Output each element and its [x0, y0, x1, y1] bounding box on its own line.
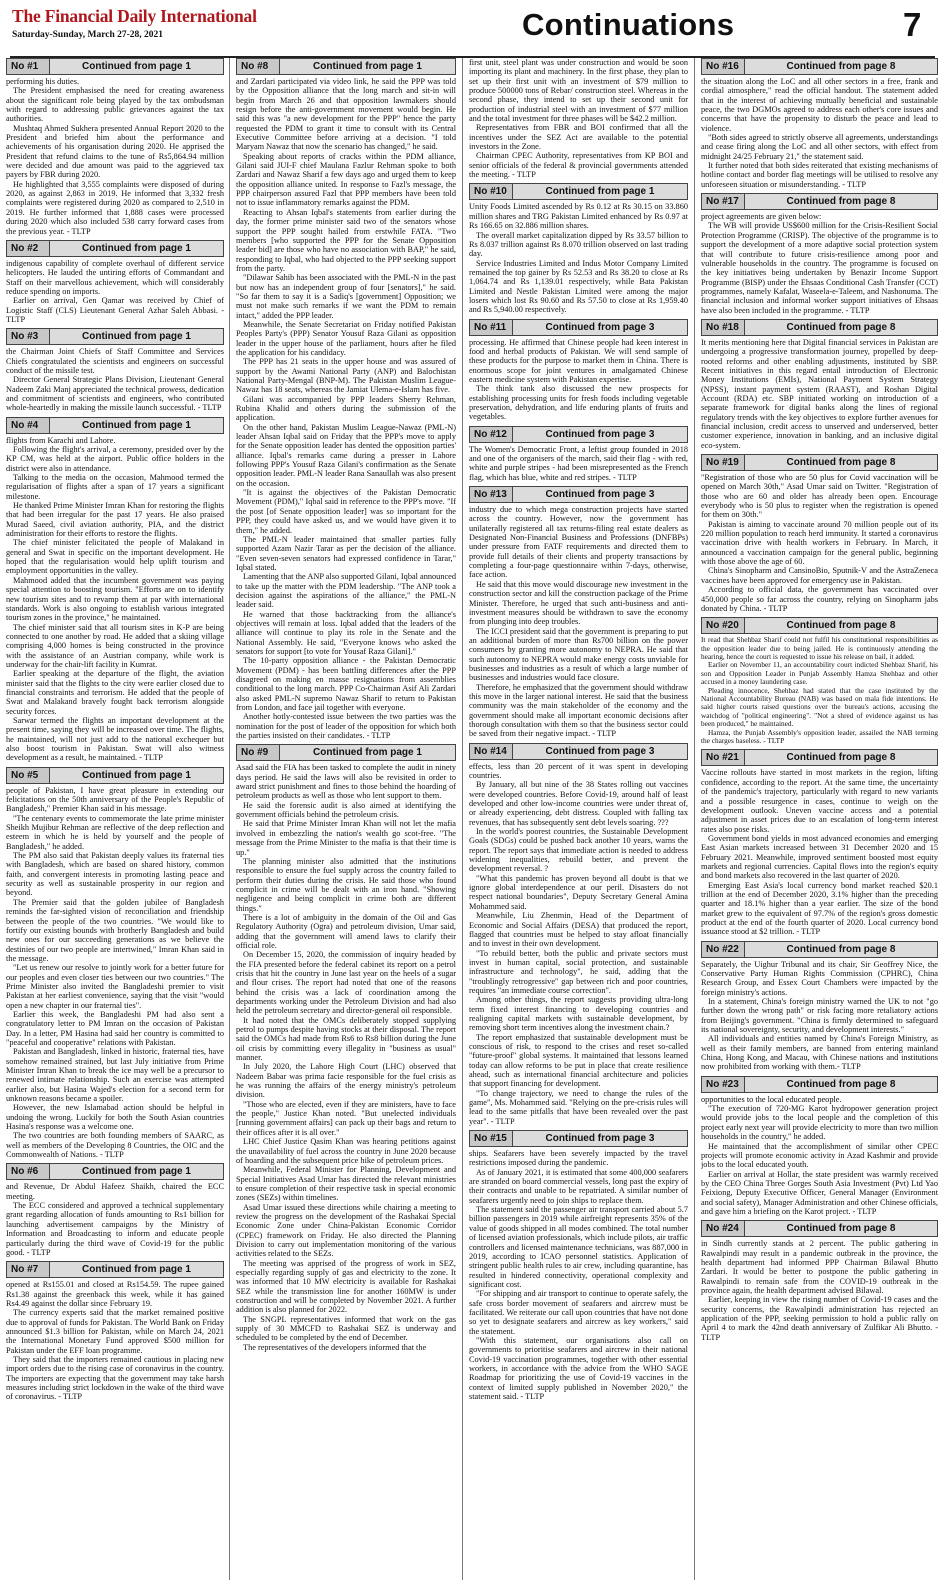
article-number: No #13: [470, 487, 513, 502]
article-paragraph: Earlier speaking at the departure of the flight, the aviation minister said that the flights to the city were earlier closed due to financial constraints and terrorism. He added that the people of Swat and Malakand bravely fought back terrorism alongside security forces.: [6, 669, 224, 716]
column-2: [236, 58, 456, 1580]
article-kicker: [701, 617, 938, 634]
article-kicker: [6, 240, 224, 257]
article-kicker: [236, 58, 456, 75]
article-number: No #2: [7, 241, 50, 256]
article-paragraph: It had noted that the OMCs deliberately stopped supplying petrol to pumps despite having stocks at their disposal. The report said the OMCs had made from Rs6 to Rs8 billion during the June oil crisis by committing every illegality in "business as usual" manner.: [236, 1015, 456, 1063]
article-paragraph: It further noted that both sides reiterated that existing mechanisms of hotline contact and border flag meetings will be utilised to resolve any unforeseen situation or misunderstanding. - TLTP: [701, 161, 938, 189]
article-kicker: [701, 749, 938, 766]
article-paragraph: "With this statement, our organisations also call on governments to prioritise seafarers and aircrew in their national Covid-19 vaccination programmes, together with other essential workers, in accordance with the advice from the WHO SAGE Roadmap for prioritizing the use of Covid-19 vaccines in the context of limited supply published in November 2020," the statement said. - TLTP: [469, 1335, 688, 1401]
continuation-article: [236, 58, 456, 740]
article-heading: Continued from page 1: [82, 61, 191, 72]
article-paragraph: As of January 2021, it is estimated that some 400,000 seafarers are stranded on board commercial vessels, long past the expiry of their contracts and unable to be repatriated. A similar number of seafarers urgently need to join ships to replace them.: [469, 1167, 688, 1205]
article-paragraph: processing. He affirmed that Chinese people had keen interest in food and herbal products of Pakistan. We will send sample of these products for the purpose to market them in China. There is enormous scope for joint ventures in amalgamated Chinese eastern medicine system with Pakistan expertise.: [469, 337, 688, 384]
article-number: No #14: [470, 744, 513, 759]
article-number: No #7: [7, 1262, 50, 1277]
column-divider: [462, 58, 463, 1580]
article-paragraph: indigenous capability of complete overhaul of different service helicopters. He lauded the untiring efforts of Commandant and Staff on their marvellous achievement, which will considerably reduce spending on imports.: [6, 258, 224, 296]
article-number: No #12: [470, 427, 513, 442]
article-paragraph: The chief minister felicitated the people of Malakand in general and Swat in specific on the important development. He hoped that the regularisation would help uplift tourism and employment opportunities in the valley.: [6, 538, 224, 576]
article-number: No #1: [7, 59, 50, 74]
continuation-article: [701, 1076, 938, 1216]
article-body: [469, 58, 688, 179]
continuation-article: [701, 1220, 938, 1342]
continuation-article: [6, 240, 224, 324]
article-paragraph: ships. Seafarers have been severely impacted by the travel restrictions imposed during the pandemic.: [469, 1149, 688, 1168]
article-heading: Continued from page 3: [545, 428, 655, 440]
article-kicker: [469, 1130, 688, 1147]
column-4: [701, 58, 938, 1580]
article-body: [6, 786, 224, 1160]
article-paragraph: "The execution of 720-MG Karot hydropower generation project would provide jobs to the local people and the completion of this project early next year will provide electricity to more than two million households in the country," he added.: [701, 1104, 938, 1142]
continuation-article: [469, 1130, 688, 1401]
article-paragraph: The Women's Democratic Front, a leftist group founded in 2018 and one of the organisers of the march, said their flag - with red, white and purple stripes - had been misrepresented as the French flag, which has blue, white and red stripes. - TLTP: [469, 444, 688, 482]
article-body: [701, 960, 938, 1072]
article-paragraph: Mushtaq Ahmed Sukhera presented Annual Report 2020 to the President and briefed him about the performance and achievements of his organisation during 2020. He apprised the President that refund claims to the tune of Rs5,864.94 million were decided and due amount was paid to the aggrieved tax payers by FBR during 2020.: [6, 123, 224, 180]
article-paragraph: Government bond yields in most advanced economies and emerging East Asian markets increased between 31 December 2020 and 15 February 2021. Meanwhile, improved sentiment boosted most equity markets and regional currencies. Capital flows into the region's equity and bond markets also recovered in the last quarter of 2020.: [701, 833, 938, 881]
continuation-article: [469, 743, 688, 1126]
article-paragraph: In July 2020, the Lahore High Court (LHC) observed that Nadeem Babar was prima facie responsible for the fuel crisis as he was running the affairs of the energy ministry's petroleum division.: [236, 1062, 456, 1100]
article-paragraph: LHC Chief Justice Qasim Khan was hearing petitions against the unavailability of fuel across the country in June 2020 because of hoarding and the subsequent price hike of petroleum prices.: [236, 1137, 456, 1165]
article-paragraph: "Dilawar Sahib has been associated with the PML-N in the past but now has an independent group of four [senators]," he said. "So far them to say it is a Sadiq's [government] Opposition; we must not make such remarks if we want the PDM to remain intact," added the PPP leader.: [236, 273, 456, 320]
article-paragraph: The two countries are both founding members of SAARC, as well as members of the Developing 8 Countries, the OIC and the Commonwealth of Nations. - TLTP: [6, 1131, 224, 1160]
article-heading: Continued from page 1: [82, 1166, 191, 1178]
article-paragraph: Vaccine rollouts have started in most markets in the region, lifting confidence, according to the report. At the same time, the uncertainty of the pandemic's trajectory, particularly with regard to new variants and a possible resurgence in cases, continue to weigh on the development outlook. Uneven vaccine access and a potential adjustment in asset prices due to an escalation of long-term interest rates also pose risks.: [701, 768, 938, 834]
article-paragraph: "To rebuild better, both the public and private sectors must invest in human capital, social protection, and sustainable infrastructure and technology", he said, adding that the "troublingly retrogressive" gap between rich and poor countries, requires "an immediate course correction".: [469, 948, 688, 995]
article-kicker: [701, 193, 938, 210]
article-heading: Continued from page 8: [786, 321, 896, 333]
article-heading: Continued from page 8: [786, 943, 896, 955]
continuation-article: [469, 183, 688, 314]
article-paragraph: Hamza, the Punjab Assembly's opposition leader, assailed the NAB terming the charges baseless. - TLTP: [701, 727, 938, 746]
article-paragraph: "The centenary events to commemorate the late prime minister Sheikh Mujibur Rehman are reflective of the deep reflection and esteem in which he is held by yourself and the people of Bangladesh," he added.: [6, 813, 224, 851]
article-paragraph: "It is against the objectives of the Pakistan Democratic Movement (PDM)," Iqbal said in reference to the PPP's move. "If the post [of Senate opposition leader] was so important for the PPP, they could have asked us, and we would have given it to them," he added.: [236, 488, 456, 535]
article-paragraph: opened at Rs155.01 and closed at Rs154.59. The rupee gained Rs1.38 against the greenback this week, while it has gained Rs4.49 against the dollar since February 19.: [6, 1280, 224, 1308]
continuation-article: [469, 426, 688, 482]
article-paragraph: He said that this move would discourage new investment in the construction sector and kill the construction package of the Prime Minister. Therefore, he urged that such anti-business and anti-investment measures should be withdrawn to save the economy from plunging into deep troubles.: [469, 579, 688, 627]
article-number: No #15: [470, 1131, 513, 1146]
article-paragraph: The PPP has 21 seats in the upper house and was assured of support by the Awami National Party (ANP) and Balochistan National Party-Mengal (BNP-M). The Pakistan Muslim League-Nawaz has 18 seats, whereas the Jamiat Ulema-e-Islam has five.: [236, 357, 456, 395]
article-number: No #3: [7, 329, 50, 344]
article-paragraph: Meanwhile, Liu Zhenmin, Head of the Department of Economic and Social Affairs (DESA) that produced the report, flagged that countries must be helped to stay afloat financially and to invest in their own development.: [469, 911, 688, 949]
article-kicker: [701, 454, 938, 471]
article-paragraph: The PM also said that Pakistan deeply values its fraternal ties with Bangladesh, which are based on shared history, common faith, and convergent interests in promoting lasting peace and security as well as sustainable prosperity in our region and beyond.: [6, 851, 224, 898]
article-paragraph: He highlighted that 3,555 complaints were disposed of during 2020, as against 2,863 in 2019. He informed that 3,332 fresh complaints were registered during 2020 as compared to 2,510 in 2019. He further informed that 1,888 cases were processed during 2020 which also included 538 carry forward cases from the previous year. - TLTP: [6, 179, 224, 236]
article-kicker: [6, 1261, 224, 1278]
article-paragraph: opportunities to the local educated people.: [701, 1094, 842, 1104]
article-heading: Continued from page 3: [545, 745, 655, 757]
article-paragraph: Speaking about reports of cracks within the PDM alliance, Gilani said JUI-F chief Maulana Fazlur Rehman spoke to both Zardari and Nawaz Sharif a few days ago and urged them to keep the opposition alliance united. In response to Fazl's message, the PPP chairperson assured Fazl that PPP members have been told not to issue inflammatory remarks against the PDM.: [236, 151, 456, 208]
article-paragraph: He warned that those backtracking from the alliance's objectives will remain at loss. Iqbal added that the leaders of the alliance will continue to play its role in the Senate and the National Assembly. He said, "Everyone knows who asked the senators for support [to vote for Yousaf Raza Gilani].": [236, 609, 456, 656]
continuation-article: [701, 193, 938, 315]
column-divider: [229, 58, 230, 1580]
article-kicker: [701, 58, 938, 75]
article-paragraph: Earlier on November 11, an accountability court indicted Shehbaz Sharif, his son and Opposition Leader in Punjab Assembly Hamza Shehbaz and other accused in a money laundering case.: [701, 660, 938, 687]
article-paragraph: It merits mentioning here that Digital financial services in Pakistan are undergoing a progressive transformation journey, propelled by deep-rooted reforms and other enabling adjustments, instituted by SBP. Recent initiatives in this regard entail introduction of Electronic Money Institutions (EMIs), National Payment System Strategy (NPSS), instant payment system (RAAST), and Roshan Digital Account (RDA) etc. SBP initiated working on introduction of a separate framework for digital banks along the lines of regional regulatory trends with the key objectives to explore further avenues for financial inclusion, credit access to unserved and underserved, better customer experience, innovation in banking, and an inclusive digital eco-system.: [701, 337, 938, 450]
article-body: [6, 1182, 224, 1257]
continuation-article: [6, 1261, 224, 1401]
article-paragraph: In the world's poorest countries, the Sustainable Development Goals (SDGs) could be pushed back another 10 years, warns the report. The report says that immediate action is needed to address widening inequalities, rebuild better, and prevent the development reversal. ?: [469, 827, 688, 874]
article-paragraph: Unity Foods Limited ascended by Rs 0.12 at Rs 30.15 on 33.860 million shares and TRG Pakistan Limited enhanced by Rs 0.97 at Rs 166.65 on 32.886 million shares.: [469, 202, 688, 231]
continuation-article: [469, 58, 688, 179]
continuation-article: [6, 767, 224, 1160]
article-paragraph: The representatives of the developers informed that the: [243, 1342, 427, 1352]
article-heading: Continued from page 3: [545, 1133, 655, 1145]
article-paragraph: He said the forensic audit is also aimed at identifying the government officials behind the petroleum crisis.: [236, 800, 456, 820]
article-number: No #18: [702, 320, 745, 335]
article-heading: Continued from page 8: [786, 1223, 896, 1235]
article-heading: Continued from page 3: [545, 321, 655, 333]
article-paragraph: Following the flight's arrival, a ceremony, presided over by the KP CM, was held at the airport. Public office holders in the district were also in attendance.: [6, 445, 224, 473]
article-paragraph: Therefore, he emphasized that the government should withdraw this move in the larger national interest. He said that the business community was the main stakeholder of the economy and the government should make all important economic decisions after thorough consultation with them so that the business sector could be saved from their negative impact. - TLTP: [469, 682, 688, 739]
column-1: [6, 58, 224, 1580]
article-heading: Continued from page 1: [313, 61, 422, 72]
article-number: No #5: [7, 768, 50, 783]
article-paragraph: the situation along the LoC and all other sectors in a free, frank and cordial atmosphere," read the official handout. The statement added that in the interest of achieving mutually beneficial and sustainable peace, the two DGMOs agreed to address each other's core issues and concerns that have the propensity to disturb the peace and lead to violence.: [701, 77, 938, 133]
article-heading: Continued from page 3: [545, 489, 655, 501]
article-paragraph: Sarwar termed the flights an important development at the present time, saying they will be increased over time. The flights, he maintained, will not just add to the national exchequer but also boost tourism in Pakistan. Swat will also witness development as a result, he maintained. - TLTP: [6, 715, 224, 763]
article-body: [6, 77, 224, 236]
article-heading: Continued from page 1: [82, 769, 191, 781]
continuation-article: [6, 58, 224, 236]
continuation-article: [701, 617, 938, 745]
article-paragraph: The think tank also discussed the new prospects for establishing processing units for fresh foods including vegetable preservation, dehydration, and life enduring plants of fruits and vegetables.: [469, 384, 688, 422]
continuation-article: [6, 417, 224, 763]
article-kicker: [469, 743, 688, 760]
article-paragraph: performing his duties.: [6, 77, 80, 86]
article-paragraph: It read that Shehbaz Sharif could not fulfil his constitutional responsibilities as the opposition leader due to being jailed. He is continuously attending the hearing, hence the court is requested to issue his release on bail, it added.: [701, 635, 938, 661]
article-paragraph: The currency experts said that the market remained positive due to approval of funds for Pakistan. The World Bank on Friday announced $1.3 billion for Pakistan, while on March 24, 2021 the International Monetary Fund approved $500 million for Pakistan under the EFF loan programme.: [6, 1308, 224, 1355]
article-body: [701, 338, 938, 450]
article-paragraph: Pleading innocence, Shehbaz had stated that the case instituted by the National Accountability Bureau (NAB) was based on mala fide intentions. He said higher courts raised questions over the bureau's actions, accusing the watchdog of "political engineering". "Not a shred of evidence against us has been produced," he maintained.: [701, 685, 938, 729]
article-number: No #6: [7, 1164, 50, 1179]
article-number: No #21: [702, 750, 745, 765]
article-paragraph: Another hotly-contested issue between the two parties was the nomination for the post of leader of the opposition for which both the parties insisted on their candidates. - TLTP: [236, 712, 456, 741]
article-paragraph: Meanwhile, Federal Minister for Planning, Development and Special Initiatives Asad Umar has directed the relevant ministries to ensure completion of their respective task in special economic zones (SEZs) within timelines.: [236, 1165, 456, 1203]
article-heading: Continued from page 1: [313, 747, 422, 759]
article-number: No #23: [702, 1077, 745, 1092]
article-paragraph: "For shipping and air transport to continue to operate safely, the safe cross border movement of seafarers and aircrew must be facilitated. We reiterate our call upon countries that have not done so yet to designate seafarers and aircrew as key workers," said the statement.: [469, 1289, 688, 1336]
article-paragraph: the Chairman Joint Chiefs of Staff Committee and Services Chiefs congratulated the scientists and engineers on successful conduct of the missile test.: [6, 347, 224, 375]
continuation-article: [701, 749, 938, 936]
article-paragraph: By January, all but nine of the 38 States rolling out vaccines were developed countries. Before Covid-19, around half of least developed and other low-income countries were under threat of, or already experiencing, debt distress. Coupled with falling tax revenues, that has subsequently sent debt levels soaring. ???: [469, 780, 688, 827]
article-paragraph: and Zardari participated via video link, he said the PPP was told by the Opposition alliance that the long march and sit-in will begin from March 26 and that opposition lawmakers should resign before the anti-government movement would begin. He said this was "a new development for the PPP" hence the party requested the PDM to grant it time to consult with its Central Executive Committee before arriving at a decision. "I told Maryam Nawaz that now the scenario has changed," he said.: [236, 77, 456, 152]
continuation-article: [701, 58, 938, 189]
article-paragraph: The 10-party opposition alliance - the Pakistan Democratic Movement (PDM) - has been battling differences after the PPP disagreed on making en masse resignations from assemblies conditional to the long march. PPP Co-Chairman Asif Ali Zardari also asked PML-N supremo Nawaz Sharif to return to Pakistan from London, and face jail together with everyone.: [236, 656, 456, 713]
continuation-article: [236, 744, 456, 1352]
article-heading: Continued from page 8: [786, 457, 896, 469]
article-paragraph: industry due to which mega construction projects have started across the country. However, now the government has unilaterally registered all tax returns-filing real estate dealers as Designated Non-Financial Business and Professions (DNFBPs) under pressure from FATF requirements and directed them to provide full details of their clients and property transactions by completing a four-page questionnaire within 7-days, otherwise, face action.: [469, 505, 688, 580]
article-paragraph: Pakistan and Bangladesh, linked in historic, fraternal ties, have somehow remained strained, but last July initiative from Prime Minister Imran Khan to break the ice may well be a precursor to renewed intimate relationship. Such an exercise was attempted earlier also, but Hasina Wajed's election for a second term for unknown reasons became a spoiler.: [6, 1047, 224, 1104]
article-paragraph: first unit, steel plant was under construction and would be soon importing its plant and machinery. In the first phase, they plan to set up their first unit with an investment of $79 million to produce 500000 tons of Rebar/ construction steel. Whereas in the second phase, they intend to set up their second unit for production of industrial steel with an investment of $77 million and the total investment for three phases will be $42.2 million.: [469, 58, 688, 124]
article-paragraph: He maintained that the accomplishment of similar other CPEC projects will promote economic activity in Azad Kashmir and provide jobs to the local educated youth.: [701, 1141, 938, 1170]
article-paragraph: The ICCI president said that the government is preparing to put an additional burden of more than Rs700 billion on the power consumers by granting more autonomy to NEPRA. He said that such autonomy to NEPRA would make energy costs unviable for businesses and industries as a result of which a large number of businesses and industries would face closure.: [469, 626, 688, 683]
article-body: [236, 77, 456, 740]
article-number: No #8: [237, 59, 280, 74]
article-paragraph: However, the new Islamabad action should be helpful in undoing the wrong. Luckily for both the South Asian countries Hasina's response was a welcome one.: [6, 1103, 224, 1132]
newspaper-name: The Financial Daily International: [12, 6, 257, 26]
article-body: [469, 202, 688, 314]
article-body: [469, 1149, 688, 1401]
article-kicker: [469, 183, 688, 200]
section-title: Continuations: [522, 7, 735, 42]
article-paragraph: The WB will provide US$600 million for the Crisis-Resilient Social Protection Programme (CRISP). The objective of the programme is to support the development of a more adaptive social protection system that will contribute to future crisis-resilience among poor and vulnerable households in the country. The programme is focused on the key initiatives being undertaken by Benazir Income Support Programme (BISP) under the Ehsaas Conditional Cash Transfer (CCT) programmes, namely Kafalat, Waseela-e-Taleem, and Nashonuma. The financial inclusion and informal worker support initiatives of Ehsaas have also been included in the programme. - TLTP: [701, 221, 938, 315]
article-paragraph: Earlier this week, the Bangladeshi PM had also sent a congratulatory letter to PM Imran on the occasion of Pakistan Day. In a letter, PM Hasina had said her country is committed to "peaceful and cooperative" relations with Pakistan.: [6, 1009, 224, 1047]
article-paragraph: Earlier on arrival, Gen Qamar was received by Chief of Logistic Staff (CLS) Lieutenant General Azhar Saleh Abbasi. - TLTP: [6, 296, 224, 324]
continuation-article: [701, 941, 938, 1072]
article-paragraph: effects, less than 20 percent of it was spent in developing countries.: [469, 761, 688, 780]
article-body: [701, 212, 938, 315]
article-heading: Continued from page 8: [786, 1078, 896, 1090]
article-kicker: [701, 1076, 938, 1093]
article-kicker: [469, 319, 688, 336]
article-heading: Continued from page 1: [82, 1264, 191, 1276]
article-paragraph: Asad said the FIA has been tasked to complete the audit in ninety days period. He said the laws will also be revisited in order to award strict punishment and fines to those behind the hoarding of petroleum products as well as those who lent support to them.: [236, 763, 456, 801]
article-paragraph: He thanked Prime Minister Imran Khan for restoring the flights that had been irregular for the past 17 years. He also praised Murad Saeed, civil aviation authority, PIA, and the district administration for their efforts to restore the flights.: [6, 501, 224, 539]
article-heading: Continued from page 8: [786, 61, 896, 72]
article-heading: Continued from page 1: [82, 331, 191, 343]
article-heading: Continued from page 8: [786, 620, 896, 632]
article-number: No #19: [702, 455, 745, 470]
article-body: [701, 77, 938, 189]
article-number: No #22: [702, 942, 745, 957]
article-paragraph: Emerging East Asia's local currency bond market reached $20.1 trillion at the end of December 2020, 3.1% higher than the preceding quarter and 18.1% higher than a year earlier. The size of the bond market grew to the equivalent of 97.7% of the region's gross domestic product at the end of the fourth quarter of 2020. Local currency bond issuance stood at $2 trillion. - TLTP: [701, 880, 938, 937]
article-paragraph: In a statement, China's foreign ministry warned the UK to not "go further down the wrong path" or risk facing more retaliatory actions from Beijing's government. "China is firmly determined to safeguard its national sovereignty, security, and development interests.": [701, 997, 938, 1035]
article-kicker: [701, 941, 938, 958]
article-kicker: [6, 767, 224, 784]
article-heading: Continued from page 8: [786, 752, 896, 764]
column-divider: [694, 58, 695, 1580]
column-3: [469, 58, 688, 1580]
edition-date: Saturday-Sunday, March 27-28, 2021: [12, 30, 164, 40]
article-paragraph: Earlier on arrival at Hollar, the state president was warmly received by the CEO China Three Gorges South Asia Investment (Pvt) Ltd Yao Feixiong, Deputy Executive Officer, General Manager (Environment and social safety), Manager Administration and other Chinese officials, and gave him a briefing on the Karot project. - TLTP: [701, 1169, 938, 1216]
article-body: [469, 505, 688, 739]
article-paragraph: Separately, the Uighur Tribunal and its chair, Sir Geoffrey Nice, the Conservative Party Human Rights Commission (CPHRC), China Research Group, and Essex Court Chambers were impacted by the foreign ministry's actions.: [701, 959, 938, 997]
article-number: No #20: [702, 618, 745, 633]
article-paragraph: The meeting was apprised of the progress of work in SEZ, especially regarding supply of gas and electricity to the zone. It was informed that 10 MW electricity is available for Rashakai SEZ while the transmission line for another 160MW is under construction and will be completed by November 2021. A further addition is also planned for 2022.: [236, 1258, 456, 1315]
article-paragraph: The overall market capitalization dipped by Rs 33.57 billion to Rs 8.037 trillion against Rs 8.070 trillion observed on last trading day.: [469, 230, 688, 259]
article-paragraph: Gilani was accompanied by PPP leaders Sherry Rehman, Rubina Khalid and others during the submission of the application.: [236, 394, 456, 423]
continuation-article: [6, 1163, 224, 1257]
article-paragraph: Reacting to Ahsan Iqbal's statements from earlier during the day, the former prime minister said two of the senators whose support the PPP sought hailed from erstwhile FATA. "Two members [who supported the PPP for the Senate Opposition leader bid] are those who have no association with BAP," he said, responding to Iqbal, who had objected to the PPP seeking support from the party.: [236, 207, 456, 273]
article-kicker: [6, 328, 224, 345]
page-number: 7: [903, 6, 922, 43]
article-paragraph: On the other hand, Pakistan Muslim League-Nawaz (PML-N) leader Ahsan Iqbal said on Friday that the PPP's move to apply for the Senate opposition leader has dented the opposition parties' alliance. Iqbal's remarks came during a presser in Lahore following PPP's Yousuf Raza Gilani's confirmation as the Senate opposition leader. PML-N leader Rana Sanaullah was also present on the occasion.: [236, 422, 456, 488]
continuation-article: [469, 319, 688, 422]
article-body: [236, 763, 456, 1352]
article-body: [6, 436, 224, 763]
article-kicker: [701, 1220, 938, 1237]
article-paragraph: "Let us renew our resolve to jointly work for a better future for our peoples and even closer ties between our two countries." The Prime Minister also invited the Bangladeshi premier to visit Pakistan at her earliest convenience, saying that the visit "would open a new chapter in our fraternal ties".: [6, 963, 224, 1010]
article-kicker: [6, 1163, 224, 1180]
article-body: [701, 1095, 938, 1216]
article-body: [701, 768, 938, 936]
article-paragraph: According to official data, the government has vaccinated over 450,000 people so far across the country, relying on Sinopharm jabs donated by China. - TLTP: [701, 585, 938, 613]
article-body: [6, 259, 224, 324]
article-number: No #4: [7, 418, 50, 433]
article-paragraph: in Sindh currently stands at 2 percent. The public gathering in Rawalpindi may result in a pandemic outbreak in the province, the health department had informed PPP Chairman Bilawal Bhutto Zardari. It would be better to postpone the public gathering in Rawalpindi to remain safe from the COVID-19 outbreak in the province again, the health department advised Bilawal.: [701, 1239, 938, 1295]
article-kicker: [701, 319, 938, 336]
article-number: No #10: [470, 184, 513, 199]
article-paragraph: The PML-N leader maintained that smaller parties fully supported Azam Nazir Tarar as per the decision of the alliance. "Even seven-seven senators had expressed confidence in Tarar," Iqbal stated.: [236, 534, 456, 572]
article-body: [701, 636, 938, 745]
article-paragraph: Lamenting that the ANP also supported Gilani, Iqbal announced to take up the matter with the PDM leadership. "The ANP took a decision against the aspirations of the alliance," the PML-N leader said.: [236, 572, 456, 610]
article-paragraph: There is a lot of ambiguity in the domain of the Oil and Gas Regulatory Authority (Ogra) and petroleum division, Umar said, adding that the government will amend laws to clarify their official role.: [236, 912, 456, 950]
article-body: [701, 473, 938, 613]
article-paragraph: The report emphasized that sustainable development must be conscious of risk, to respond to the crises and reset so-called "future-proof" global systems. It maintained that lessons learned today can allow reforms to be put in place that create resilience ahead, such as international financial architecture and policies that support financing for development.: [469, 1032, 688, 1089]
article-paragraph: flights from Karachi and Lahore.: [6, 435, 116, 445]
article-paragraph: He said that Prime Minister Imran Khan will not let the mafia involved in embezzling the nation's wealth go scot-free. "The message from the Prime Minister to the mafia is that their time is up.": [236, 819, 456, 857]
article-paragraph: On December 15, 2020, the commission of inquiry headed by the FIA presented before the federal cabinet its report on a petrol crisis that hit the country in June last year on the heels of a sugar and flour crises. The report had noted that one of the reasons behind the crisis was a lack of coordination among the departments working under the Petroleum Division and had also held the petroleum secretary and director-general oil responsible.: [236, 950, 456, 1016]
article-paragraph: The SNGPL representatives informed that work on the gas supply of 30 MMCFD to Rashakai SEZ is underway and scheduled to be completed by the end of December.: [236, 1314, 456, 1343]
article-paragraph: Meanwhile, the Senate Secretariat on Friday notified Pakistan Peoples Party's (PPP) Senator Yousuf Raza Gilani as opposition leader in the upper house of the parliament, hours after he filed the application for his candidacy.: [236, 319, 456, 357]
article-paragraph: Asad Umar issued these directions while chairing a meeting to review the progress on the development of the Rashakai Special Economic Zone under China-Pakistan Economic Corridor (CPEC) framework on Friday. He also directed the Planning Division to carry out implementation monitoring of the various activities related to the SEZs.: [236, 1202, 456, 1259]
article-body: [469, 762, 688, 1126]
continuation-article: [701, 319, 938, 450]
article-body: [469, 338, 688, 422]
article-number: No #17: [702, 194, 745, 209]
article-paragraph: The ECC considered and approved a technical supplementary grant regarding allocation of funds amounting to Rs1 billion for launching advertisement campaigns by the Ministry of Information and Broadcasting to inform and educate people particularly during the third wave of Covid-19 for the public good. - TLTP: [6, 1201, 224, 1257]
article-paragraph: people of Pakistan, I have great pleasure in extending our felicitations on the 50th anniversary of the People's Republic of Bangladesh," Premier Khan said in his message.: [6, 785, 224, 814]
article-kicker: [469, 486, 688, 503]
continuation-article: [701, 454, 938, 613]
article-heading: Continued from page 8: [786, 196, 896, 208]
article-heading: Continued from page 1: [82, 419, 191, 431]
article-paragraph: "To change trajectory, we need to change the rules of the game", Ms. Mohammed said. "Relying on the pre-crisis rules will lead to the same pitfalls that have been revealed over the past year". - TLTP: [469, 1088, 688, 1126]
article-paragraph: The Premier said that the golden jubilee of Bangladesh reminds the far-sighted vision of reconciliation and friendship between the people of the two countries. "We would like to fortify our existing bounds with brotherly Bangladesh and build new ones for our succeeding generations as we believe the destinies of our two people are intertwined," Imran Khan said in the message.: [6, 897, 224, 963]
continuation-article: [469, 486, 688, 739]
article-paragraph: Earlier, keeping in view the rising number of Covid-19 cases and the security concerns, the Rawalpindi administration has rejected an application of the PPP, seeking permission to hold a public rally on April 4 to mark the 42nd death anniversary of Zulfikar Ali Bhutto. - TLTP: [701, 1295, 938, 1342]
article-paragraph: The statement said the passenger air transport carried about 5.7 billion passengers in 2019 while airfreight represents 35% of the value of goods shipped in all modes combined. The total number of licensed aviation professionals, which include pilots, air traffic controllers and licensed maintenance technicians, was 887,000 in 2019, according to ICAO personnel statistics. Application of stringent public health rules to air crew, including quarantine, has resulted in hindered connectivity, operational complexity and significant cost.: [469, 1205, 688, 1289]
article-kicker: [6, 58, 224, 75]
article-kicker: [236, 744, 456, 761]
article-paragraph: They said that the importers remained cautious in placing new import orders due to the rising case of coronavirus in the country. The importers are expecting that the government may take harsh measures including strict lockdown in the wake of the third wave of coronavirus. - TLTP: [6, 1354, 224, 1402]
article-paragraph: Among other things, the report suggests providing ultra-long term fixed interest financing to developing countries and realigning capital markets with sustainable development, by removing short term incentives along the investment chain.?: [469, 995, 688, 1033]
article-paragraph: All individuals and entities named by China's Foreign Ministry, as well as their family members, are banned from entering mainland China, Hong Kong, and Macau, with Chinese nations and institutions now prohibited from working with them.- TLTP: [701, 1034, 938, 1072]
article-paragraph: Talking to the media on the occasion, Mahmood termed the regularisation of flights after a span of 17 years a significant milestone.: [6, 473, 224, 501]
article-paragraph: Mahmood added that the incumbent government was paying special attention to boosting tourism. "Efforts are on to identify new tourism sites and to revamp them at par with international standards. Work is also ongoing to establish various integrated tourism zones in the province," he maintained.: [6, 575, 224, 623]
article-body: [701, 1239, 938, 1342]
article-number: No #24: [702, 1221, 745, 1236]
article-paragraph: Pakistan is aiming to vaccinate around 70 million people out of its 220 million population to reach herd immunity. It started a coronavirus vaccination drive with health workers in February. In March, it announced a vaccination campaign for the general public, beginning with those above the age of 60.: [701, 519, 938, 567]
masthead: [10, 4, 935, 58]
article-paragraph: Service Industries Limited and Indus Motor Company Limited remained the top gainer by Rs 52.53 and Rs 38.20 to close at Rs 1,064.74 and Rs 1,139.01 respectively, while Bata Pakistan Limited and Nestle Pakistan Limited were among the major losers which lost Rs 90.60 and Rs 57.50 to close at Rs 1,959.40 and Rs 5,940.00 respectively.: [469, 258, 688, 315]
article-kicker: [469, 426, 688, 443]
article-paragraph: The President emphasised the need for creating awareness about the significant role being played by the tax ombudsman with regard to addressing public grievances against the tax authorities.: [6, 86, 224, 124]
article-paragraph: project agreements are given below:: [701, 212, 822, 222]
article-body: [469, 445, 688, 482]
article-heading: Continued from page 1: [545, 186, 655, 198]
continuation-article: [6, 328, 224, 412]
article-paragraph: "Those who are elected, even if they are ministers, have to face the people," Justice Khan noted. "But unelected individuals [running government affairs] can pack up their bags and return to their offices after it is all over.": [236, 1099, 456, 1137]
article-paragraph: China's Sinopharm and CansinoBio, Sputnik-V and the AstraZeneca vaccines have been approved for emergency use in Pakistan.: [701, 566, 938, 585]
article-paragraph: "Both sides agreed to strictly observe all agreements, understandings and cease firing along the LoC and all other sectors, with effect from midnight 24/25 February 21," the statement said.: [701, 133, 938, 161]
article-body: [6, 347, 224, 412]
article-heading: Continued from page 1: [82, 242, 191, 254]
article-paragraph: "Registration of those who are 50 plus for Covid vaccination will be opened on March 30th," Asad Umar said on Twitter. "Registration of those who are 60 and older has already been open. Encourage everybody who is 50 plus to register when the registration is opened for them on 30th.": [701, 473, 938, 520]
article-paragraph: Director General Strategic Plans Division, Lieutenant General Nadeem Zaki Manj appreciated the technical prowess, dedication and commitment of scientists and engineers, who contributed whole-heartedly in making the missile launch successful. - TLTP: [6, 375, 224, 413]
article-kicker: [6, 417, 224, 434]
article-paragraph: "What this pandemic has proven beyond all doubt is that we ignore global interdependence at our peril. Disasters do not respect national boundaries", Deputy Secretary General Amina Mohammed said.: [469, 873, 688, 911]
article-number: No #11: [470, 320, 513, 335]
article-number: No #9: [237, 745, 280, 760]
article-paragraph: The chief minister said that all tourism sites in K-P are being connected to one another by road. He added that a skiing village comprising 4,000 homes is being constructed in the province with the assistance of an Austrian company, while work is underway for the chair-lift facility in Kumrat.: [6, 622, 224, 669]
article-paragraph: Representatives from FBR and BOI confirmed that all the incentives under the SEZ Act are available to the potential investors in the Zone.: [469, 123, 688, 152]
article-paragraph: The planning minister also admitted that the institutions responsible to ensure the fuel supply across the country failed to perform their duties during the crisis. He said those who found complicit in crime will be dealt with an iron hand. "Showing negligence and being complicit in crime both are different things.": [236, 856, 456, 913]
article-paragraph: and Revenue, Dr Abdul Hafeez Shaikh, chaired the ECC meeting.: [6, 1182, 224, 1201]
article-body: [6, 1280, 224, 1401]
article-number: No #16: [702, 59, 745, 74]
article-paragraph: Chairman CPEC Authority, representatives from KP BOI and senior officials of the federal & provincial governments attended the meeting. - TLTP: [469, 151, 688, 180]
